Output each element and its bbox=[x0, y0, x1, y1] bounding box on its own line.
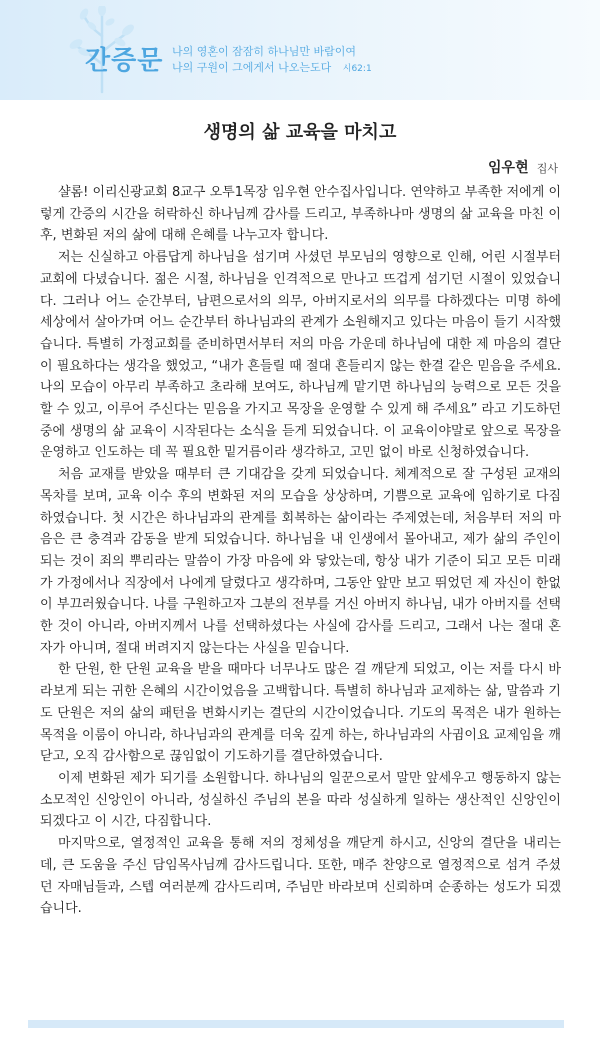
paragraph: 샬롬! 이리신광교회 8교구 오투1목장 임우현 안수집사입니다. 연약하고 부족한 저에게 이렇게 간증의 시간을 허락하신 하나님께 감사를 드리고, 부족하나마 생명의 삶 교육을 마친 이후, 변화된 저의 삶에 대해 은혜를 나누고자 합니다. bbox=[40, 185, 561, 244]
banner-title: 간증문 bbox=[85, 46, 164, 76]
author-byline bbox=[488, 157, 558, 177]
article-title: 생명의 삶 교육을 마치고 bbox=[203, 122, 397, 143]
scripture-verse bbox=[172, 44, 372, 77]
paragraph: 이제 변화된 제가 되기를 소원합니다. 하나님의 일꾼으로서 말만 앞세우고 행동하지 않는 소모적인 신앙인이 아니라, 성실하신 주님의 본을 따라 성실하게 일하는 생산적인 신앙인이 되겠다고 이 시간, 다짐합니다. bbox=[40, 770, 561, 830]
author-name: 임우현 bbox=[488, 160, 529, 176]
verse-reference: 시62:1 bbox=[342, 64, 372, 74]
author-role: 집사 bbox=[536, 162, 558, 175]
paragraph: 마지막으로, 열정적인 교육을 통해 저의 정체성을 깨닫게 하시고, 신앙의 결단을 내리는데, 큰 도움을 주신 담임목사님께 감사드립니다. 또한, 매주 찬양으로 열정적으로 섬겨 주셨던 자매님들과, 스텝 여러분께 감사드리며, 주님만 바라보며 신뢰하며 순종하는 성도가 되겠습니다. bbox=[40, 836, 562, 917]
verse-line: 나의 영혼이 잠잠히 하나님만 바람이여 bbox=[172, 45, 357, 58]
paragraph: 한 단원, 한 단원 교육을 받을 때마다 너무나도 많은 걸 깨닫게 되었고, 이는 저를 다시 바라보게 되는 귀한 은혜의 시간이었음을 고백합니다. 특별히 하나님과 교제하는 삶, 말씀과 기도 단원은 저의 삶의 패턴을 변화시키는 결단의 시간이었습니다. 기도의 목적은 내가 원하는 목적을 이룸이 아니라, 하나님과의 관계를 더욱 깊게 하는, 하나님과의 사귐이요 교제임을 깨닫고, 오직 감사함으로 끊임없이 기도하기를 결단하였습니다. bbox=[40, 662, 561, 765]
verse-text: 나의 구원이 그에게서 나오는도다 bbox=[172, 61, 332, 74]
paragraph: 처음 교재를 받았을 때부터 큰 기대감을 갖게 되었습니다. 체계적으로 잘 구성된 교재의 목차를 보며, 교육 이수 후의 변화된 저의 모습을 상상하며, 기쁨으로 교육에 임하기로 다짐하였습니다. 첫 시간은 하나님과의 관계를 회복하는 삶이라는 주제였는데, 처음부터 저의 마음은 큰 충격과 감동을 받게 되었습니다. 하나님을 내 인생에서 몰아내고, 제가 삶의 주인이 되는 것이 죄의 뿌리라는 말씀이 가장 마음에 와 닿았는데, 항상 내가 기준이 되고 모든 미래가 가정에서나 직장에서 나에게 달렸다고 생각하며, 그동안 앞만 보고 뛰었던 제 자신이 한없이 부끄러웠습니다. 나를 구원하고자 그분의 전부를 거신 아버지 하나님, 내가 아버지를 선택한 것이 아니라, 아버지께서 나를 선택하셨다는 사실에 감사를 드리고, 그래서 나는 절대 혼자가 아니며, 절대 버려지지 않는다는 사실을 믿습니다. bbox=[40, 467, 561, 656]
article-body bbox=[40, 182, 561, 920]
paragraph: 저는 신실하고 아름답게 하나님을 섬기며 사셨던 부모님의 영향으로 인해, 어린 시절부터 교회에 다녔습니다. 젊은 시절, 하나님을 인격적으로 만나고 뜨겁게 섬기던 시절이 있었습니다. 그러나 어느 순간부터, 남편으로서의 의무, 아버지로서의 의무를 다하겠다는 미명 하에 세상에서 살아가며 어느 순간부터 하나님과의 관계가 소원해지고 있다는 마음이 들기 시작했습니다. 특별히 가정교회를 준비하면서부터 저의 마음 가운데 하나님에 대한 제 마음의 결단이 필요하다는 생각을 했었고, “내가 흔들릴 때 절대 흔들리지 않는 한결 같은 믿음을 주세요. 나의 모습이 아무리 부족하고 초라해 보여도, 하나님께 맡기면 하나님의 능력으로 모든 것을 할 수 있고, 이루어 주신다는 믿음을 가지고 목장을 운영할 수 있게 해 주세요” 라고 기도하던 중에 생명의 삶 교육이 시작된다는 소식을 듣게 되었습니다. 이 교육이야말로 앞으로 목장을 운영하고 인도하는 데 꼭 필요한 밑거름이라 생각하고, 고민 없이 바로 신청하였습니다. bbox=[40, 250, 561, 461]
footer-divider bbox=[28, 1020, 564, 1028]
header-banner bbox=[0, 0, 600, 100]
verse-line bbox=[172, 60, 372, 77]
